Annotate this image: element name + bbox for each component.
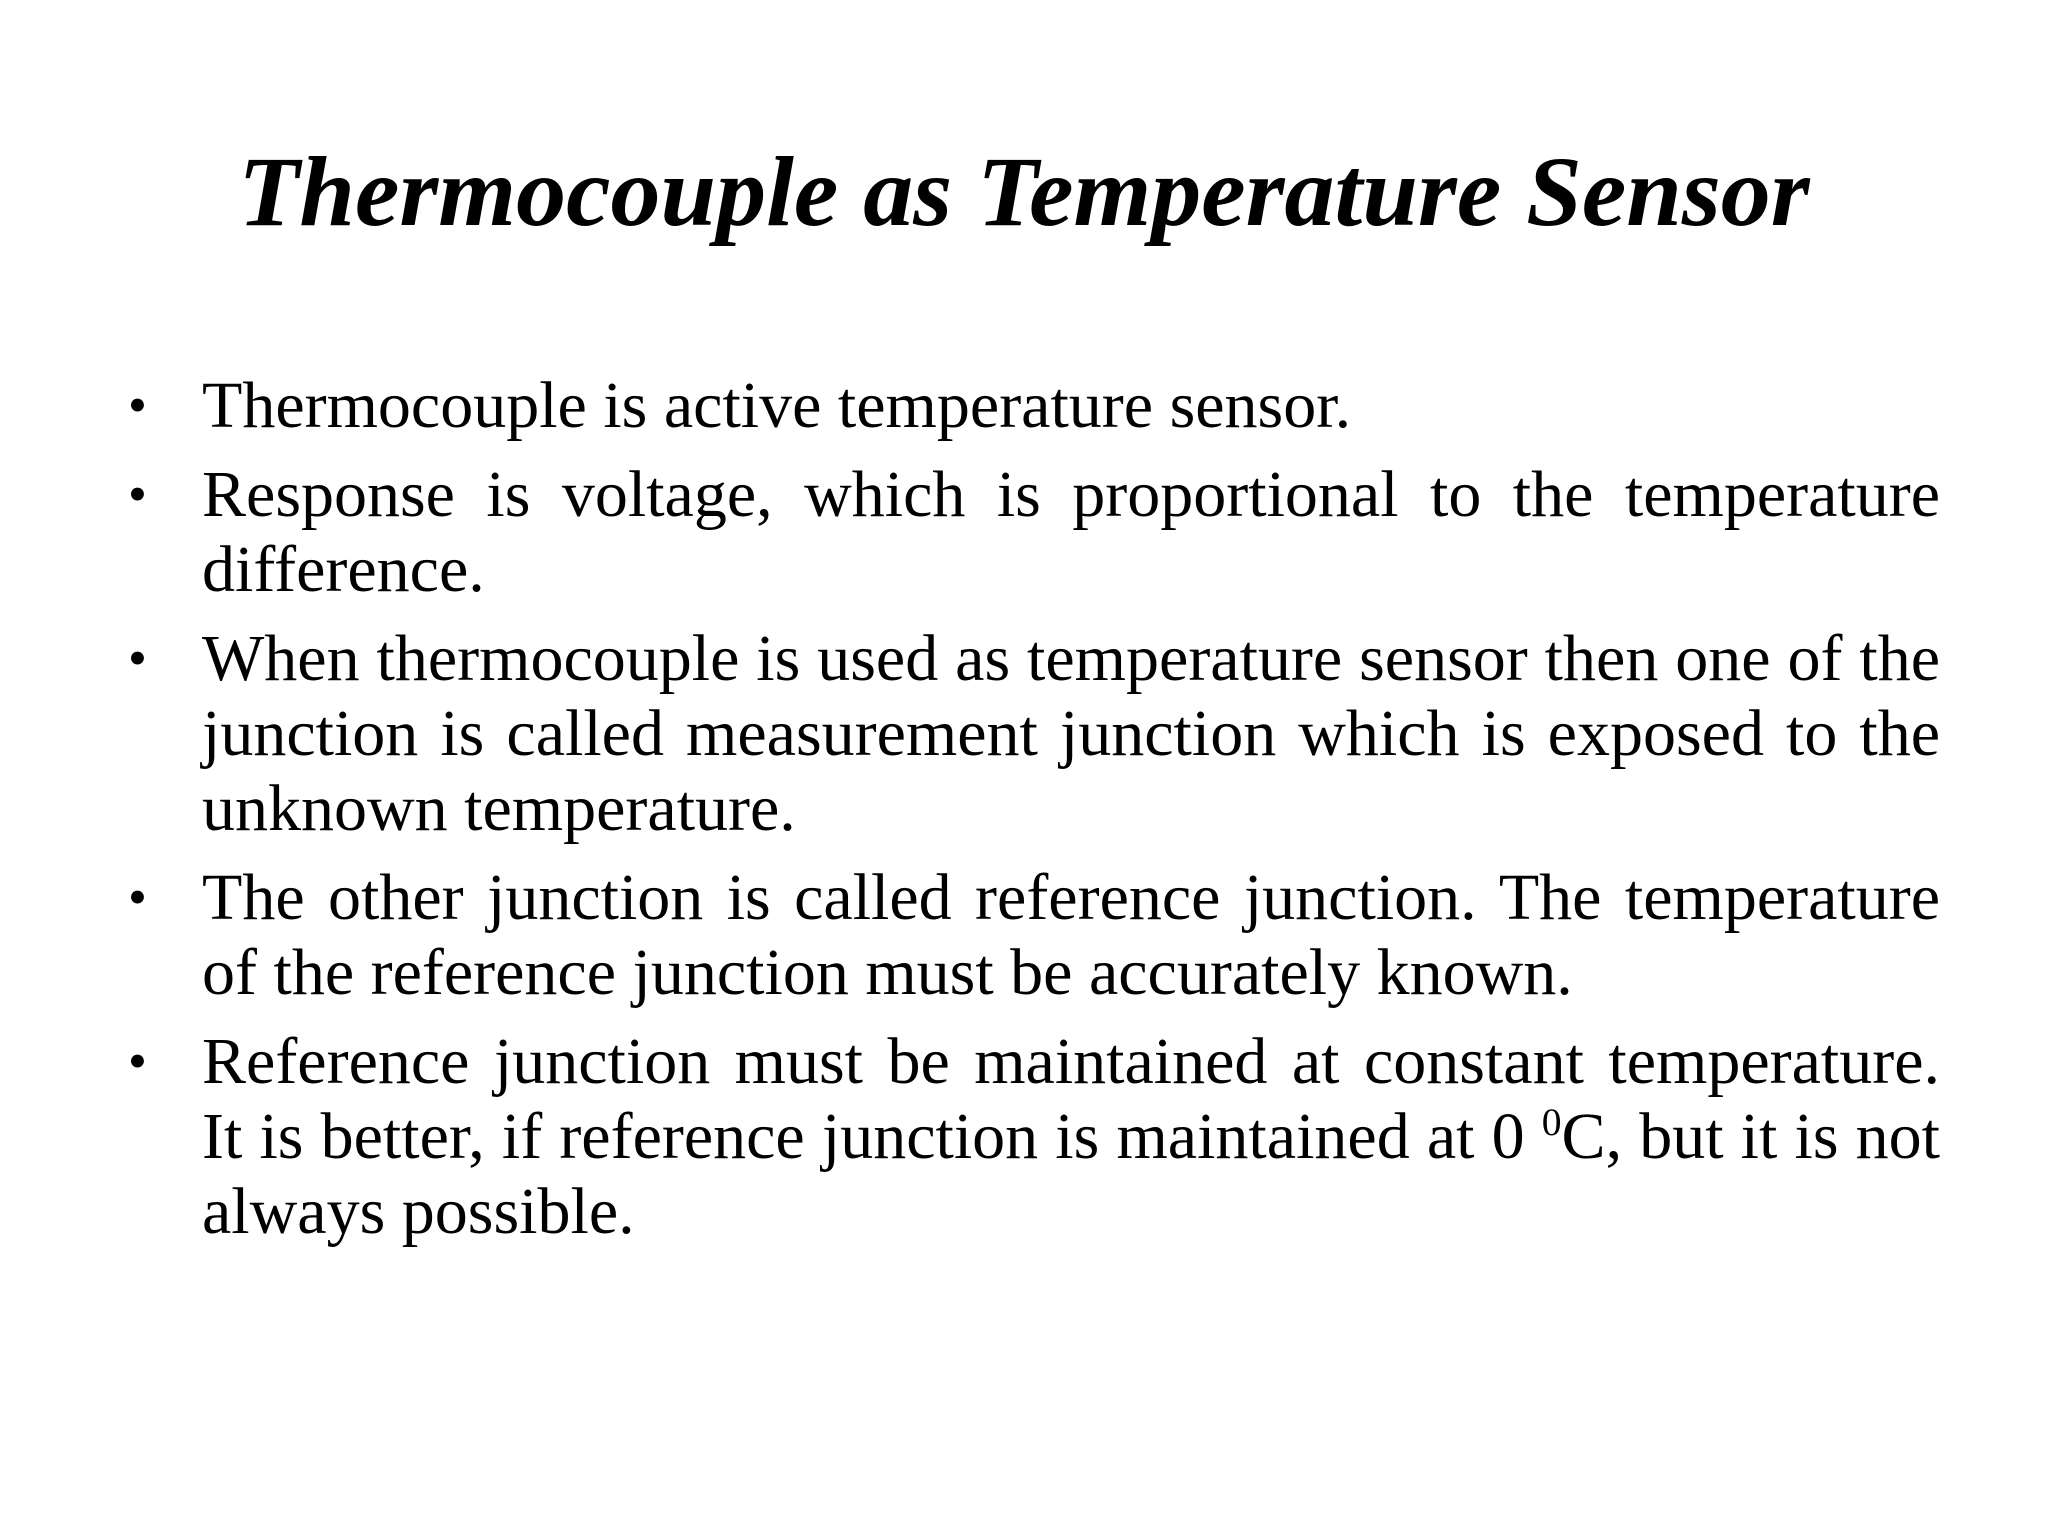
bullet-text: The other junction is called reference junction. The temperature of the reference junction must be accurately known. bbox=[202, 861, 1940, 1009]
bullet-text bbox=[202, 1024, 1940, 1249]
bullet-text: Response is voltage, which is proportional to the temperature difference. bbox=[202, 458, 1940, 606]
bullet-list bbox=[110, 368, 1940, 1263]
bullet-icon: • bbox=[128, 375, 147, 435]
bullet-item-measurement-junction bbox=[110, 621, 1940, 846]
bullet-icon: • bbox=[128, 1031, 147, 1091]
bullet-text-part: C, but it is not always possible. bbox=[202, 1100, 1940, 1248]
bullet-text: When thermocouple is used as temperature sensor then one of the junction is called measurement junction which is exposed to the unknown temperature. bbox=[202, 622, 1940, 845]
bullet-text-part: Reference junction must be maintained at constant temperature. It is better, if reference junction is maintained at 0 bbox=[202, 1025, 1940, 1173]
bullet-text: Thermocouple is active temperature sensor. bbox=[202, 369, 1352, 442]
bullet-item-reference-junction bbox=[110, 860, 1940, 1010]
bullet-item-active-sensor bbox=[110, 368, 1940, 443]
slide-title: Thermocouple as Temperature Sensor bbox=[238, 136, 1810, 247]
bullet-icon: • bbox=[128, 464, 147, 524]
bullet-item-response-voltage bbox=[110, 457, 1940, 607]
bullet-icon: • bbox=[128, 628, 147, 688]
bullet-icon: • bbox=[128, 867, 147, 927]
superscript-zero: 0 bbox=[1541, 1100, 1562, 1144]
bullet-item-constant-temperature bbox=[110, 1024, 1940, 1249]
